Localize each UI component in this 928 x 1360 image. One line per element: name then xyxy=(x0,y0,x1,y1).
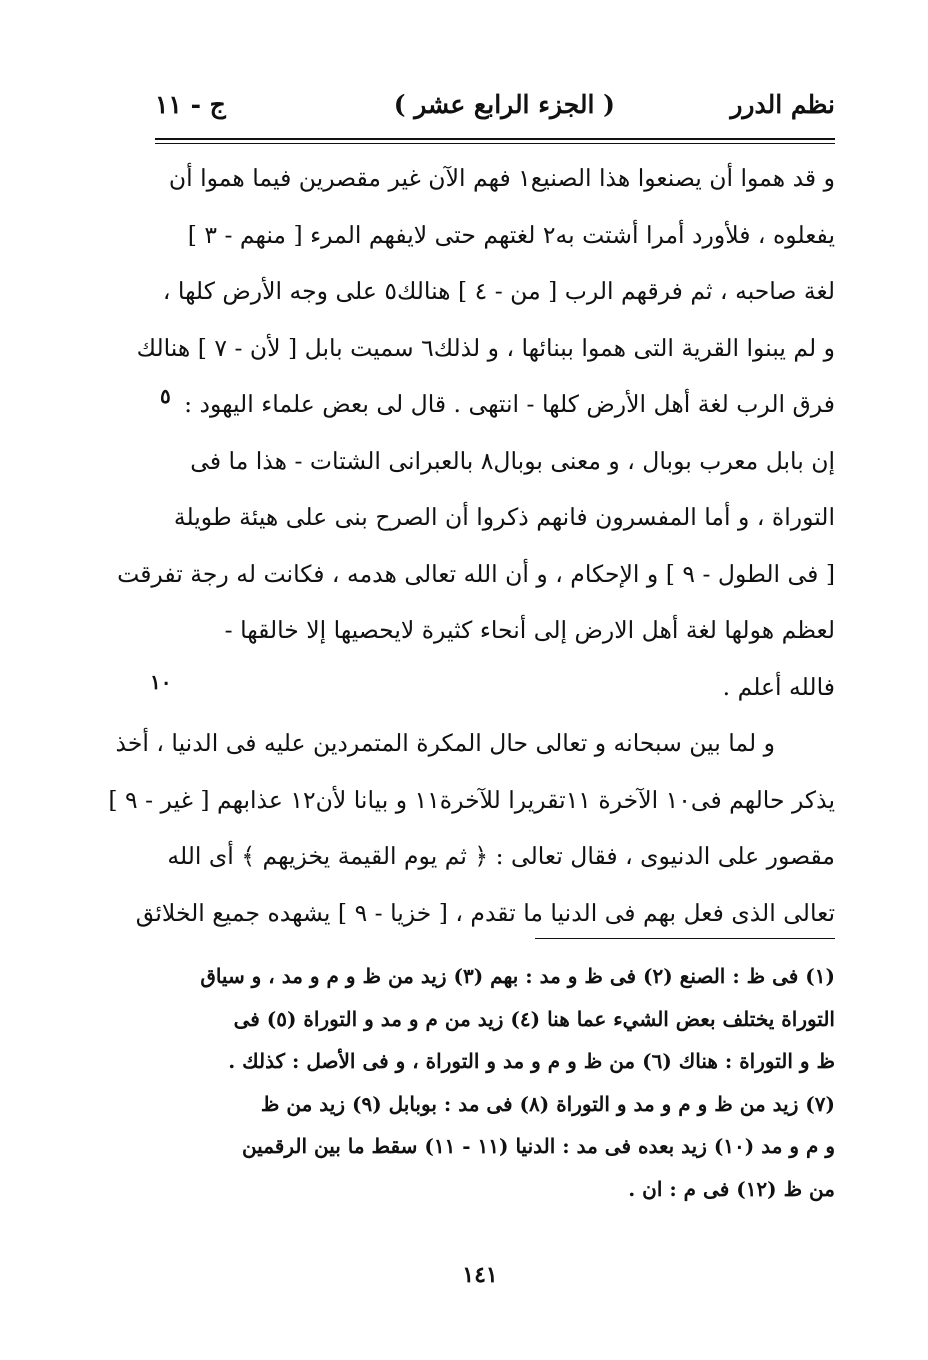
text-line: و لم يبنوا القرية التى هموا ببنائها ، و لذلك٦ سميت بابل [ لأن - ٧ ] هنالك xyxy=(136,333,835,362)
footnotes xyxy=(185,955,835,1210)
volume-number: ج - ١١ xyxy=(155,90,226,119)
line-marker-5: ٥ xyxy=(160,384,171,408)
running-header xyxy=(155,86,835,130)
page-number: ١٤١ xyxy=(462,1262,498,1288)
footnote-line: (٧) زيد من ظ و م و مد و التوراة (٨) فى مد : بوبابل (٩) زيد من ظ xyxy=(260,1091,835,1116)
text-line: و قد هموا أن يصنعوا هذا الصنيع١ فهم الآن غير مقصرين فيما هموا أن xyxy=(168,164,835,192)
part-title: ( الجزء الرابع عشر ) xyxy=(393,90,615,119)
header-rule xyxy=(155,138,835,144)
text-line: يفعلوه ، فلأورد أمرا أشتت به٢ لغتهم حتى لايفهم المرء [ منهم - ٣ ] xyxy=(187,220,835,249)
text-line: [ فى الطول - ٩ ] و الإحكام ، و أن الله تعالى هدمه ، فكانت له رجة تفرقت xyxy=(117,559,835,588)
line-marker-10: ١٠ xyxy=(150,670,172,694)
footnote-line: (١) فى ظ : الصنع (٢) فى ظ و مد : بهم (٣) زيد من ظ و م و مد ، و سياق xyxy=(200,964,835,988)
text-line: إن بابل معرب بوبال ، و معنى بوبال٨ بالعبرانى الشتات - هذا ما فى xyxy=(190,446,835,475)
book-title: نظم الدرر xyxy=(730,90,835,119)
text-line: مقصور على الدنيوى ، فقال تعالى : ﴿ ثم يوم القيمة يخزيهم ﴾ أى الله xyxy=(167,842,835,870)
text-line: و لما بين سبحانه و تعالى حال المكرة المتمردين عليه فى الدنيا ، أخذ xyxy=(115,729,775,757)
text-line: يذكر حالهم فى١٠ الآخرة ١١تقريرا للآخرة١١ و بيانا لأن١٢ عذابهم [ غير - ٩ ] xyxy=(108,785,835,814)
footnote-line: و م و مد (١٠) زيد بعده فى مد : الدنيا (١١ - ١١) سقط ما بين الرقمين xyxy=(241,1134,835,1158)
footnote-line: من ظ (١٢) فى م : ان . xyxy=(628,1176,835,1201)
text-line: لغة صاحبه ، ثم فرقهم الرب [ من - ٤ ] هنالك٥ على وجه الأرض كلها ، xyxy=(162,277,835,305)
text-line: فالله أعلم . xyxy=(722,672,835,701)
text-line: تعالى الذى فعل بهم فى الدنيا ما تقدم ، [ خزيا - ٩ ] يشهده جميع الخلائق xyxy=(135,898,835,927)
text-line: فرق الرب لغة أهل الأرض كلها - انتهى . قال لى بعض علماء اليهود : xyxy=(184,390,835,418)
text-line: لعظم هولها لغة أهل الارض إلى أنحاء كثيرة لايحصيها إلا خالقها - xyxy=(224,616,835,644)
footnote-rule xyxy=(535,938,835,939)
footnote-line: التوراة يختلف بعض الشيء عما هنا (٤) زيد من م و مد و التوراة (٥) فى xyxy=(233,1006,835,1031)
footnote-line: ظ و التوراة : هناك (٦) من ظ و م و مد و التوراة ، و فى الأصل : كذلك . xyxy=(228,1049,835,1073)
text-line: التوراة ، و أما المفسرون فانهم ذكروا أن الصرح بنى على هيئة طويلة xyxy=(173,503,835,531)
main-text xyxy=(108,150,835,941)
